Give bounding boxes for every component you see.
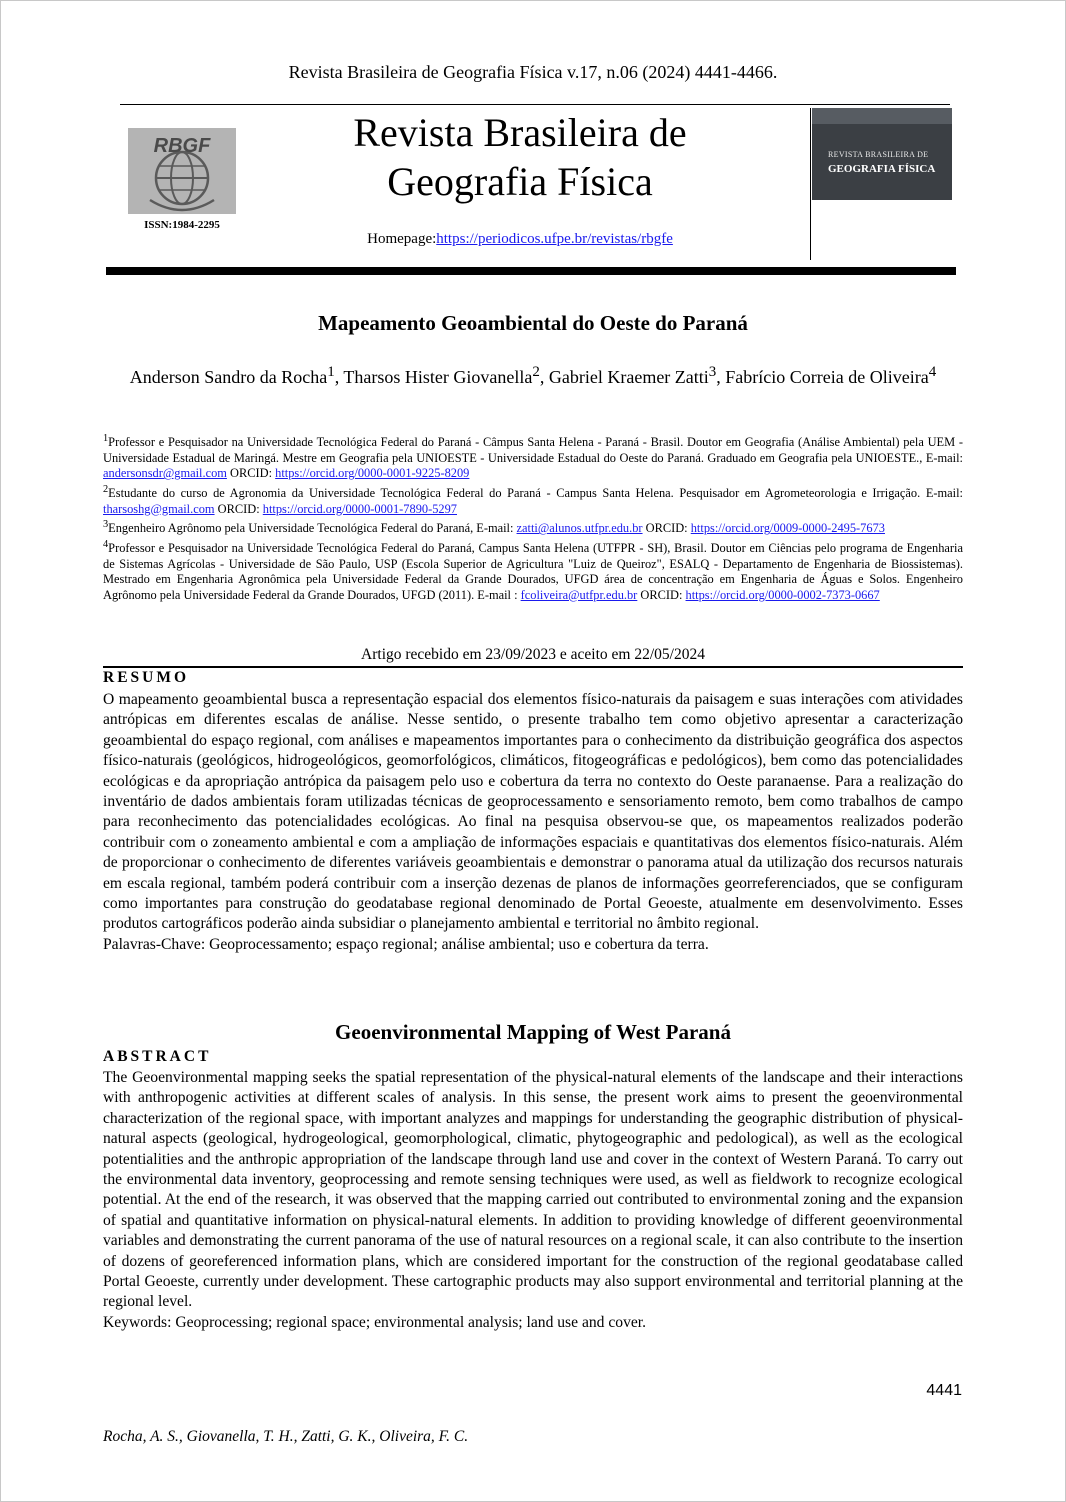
logo-text: RBGF [153, 135, 211, 157]
masthead-thick-rule [106, 267, 956, 275]
homepage-link[interactable]: https://periodicos.ufpe.br/revistas/rbgfe [436, 231, 673, 247]
author-list: Anderson Sandro da Rocha$^1$, Tharsos Hister Giovanella$^2$, Gabriel Kraemer Zatti$^3$, Fabrício Correia de Oliveira$^4$ [129, 364, 937, 387]
journal-title [300, 108, 740, 206]
affiliation-sup: 4 [103, 538, 109, 550]
orcid-link[interactable]: https://orcid.org/0009-0000-2495-7673 [690, 521, 885, 536]
orcid-label: ORCID: [642, 521, 691, 536]
author-sup: 3 [708, 364, 717, 380]
author-name: Fabrício Correia de Oliveira [725, 367, 929, 387]
running-header: Revista Brasileira de Geografia Física v.17, n.06 (2024) 4441-4466. [288, 62, 778, 82]
affiliation-text: Engenheiro Agrônomo pela Universidade Tecnológica Federal do Paraná, E-mail: [108, 521, 517, 536]
affiliation-text: Professor e Pesquisador na Universidade Tecnológica Federal do Paraná, Campus Santa Helena (UTFPR - SH), Brasil. Doutor em Ciências pelo programa de Engenharia de Sistemas Agrícolas - Universidade de São Paulo, USP (Escola Superior de Agricultura "Luiz de Queiroz", ESALQ - Departamento de Engenharia de Biossistemas). Mestrado em Engenharia Agronômica pela Universidade Federal da Grande Dourados, UFGD área de concentração em Engenharia de Águas e Solos. Engenheiro Agrônomo pela Universidade Federal da Grande Dourados, UFGD (2011). E-mail : [103, 541, 963, 602]
resumo-heading: RESUMO [103, 669, 190, 686]
rbgf-logo [128, 128, 236, 214]
author-name: Tharsos Hister Giovanella [343, 367, 533, 387]
author-sup: 2 [532, 364, 540, 380]
affiliations [103, 431, 963, 603]
homepage-label: Homepage: [367, 231, 437, 247]
affiliation-sup: 1 [103, 433, 109, 444]
affiliation-1 [103, 431, 963, 482]
journal-title-line1: Revista Brasileira de [353, 110, 687, 155]
abstract-heading: ABSTRACT [103, 1048, 212, 1065]
cover-subtitle: REVISTA BRASILEIRA DE [828, 150, 929, 159]
resumo-paragraph: O mapeamento geoambiental busca a representação espacial dos elementos físico-naturais da paisagem e suas interações com atividades antrópicas em diferentes escalas de análise. Nesse sentido, o presente trabalho tem como objetivo apresentar a caracterização geoambiental do espaço regional, com análises e mapeamentos importantes para o conhecimento da distribuição geográfica dos aspectos físico-naturais (geológicos, hidrogeológicos, geomorfológicos, climáticos, fitogeográficas e pedológicos), bem como das potencialidades ecológicas e da apropriação antrópica da paisagem pelo uso e cobertura da terra no contexto do Oeste paranaense. Para a realização do inventário de dados ambientais foram utilizadas técnicas de geoprocessamento e sensoriamento remoto, bem como trabalhos de campo para reconhecimento das potencialidades ecológicas. Ao final na pesquisa observou-se que, os mapeamentos realizados poderão contribuir com o zoneamento ambiental e com a ampliação de informações espaciais e quantitativas dos elementos físico-naturais. Além de proporcionar o conhecimento de diferentes variáveis geoambientais e demonstrar o panorama atual da utilização dos recursos naturais em escala regional, também poderá contribuir com a inserção dezenas de planos de informações georreferenciados, que se configuram como importantes para construção do geodatabase regional denominado de Portal Geoeste, atualmente em desenvolvimento. Esses produtos cartográficos poderão ainda subsidiar o planejamento ambiental e territorial no âmbito regional. [103, 691, 963, 933]
orcid-link[interactable]: https://orcid.org/0000-0001-7890-5297 [262, 501, 457, 516]
english-title: Geoenvironmental Mapping of West Paraná [335, 1020, 731, 1044]
author-sup: 1 [327, 364, 335, 380]
received-date: Artigo recebido em 23/09/2023 e aceito em 22/05/2024 [361, 646, 705, 663]
cover-title: GEOGRAFIA FÍSICA [828, 163, 936, 175]
affiliation-text: Estudante do curso de Agronomia da Universidade Tecnológica Federal do Paraná - Campus Santa Helena. Pesquisador em Agrometeorologia e Irrigação. E-mail: [108, 486, 963, 501]
article-title: Mapeamento Geoambiental do Oeste do Paraná [318, 311, 748, 335]
resumo-section [103, 690, 963, 955]
header-rule [120, 104, 950, 105]
abstract-paragraph: The Geoenvironmental mapping seeks the spatial representation of the physical-natural elements of the landscape and their interactions with anthropogenic activities at different scales of analysis. In this sense, the present work aims to present the geoenvironmental characterization of the regional space, with important analyzes and mappings for understanding the geographic distribution of physical-natural aspects (geological, hydrogeological, geomorphological, climatic, phytogeographic and pedological), as well as the ecological potentialities and the anthropic appropriation of the landscape through land use and cover in the context of Western Paraná. To carry out the environmental data inventory, geoprocessing and remote sensing techniques were used, as well as fieldwork to recognize ecological potential. At the end of the research, it was observed that the mapping carried out contributed to environmental zoning and the expansion of spatial and quantitative information on physical-natural elements. In addition to providing knowledge of different geoenvironmental variables and demonstrating the current panorama of the use of natural resources on a regional scale, it can also contribute to the insertion of dozens of georeferenced information plans, which are considered important for the construction of the regional geodatabase called Portal Geoeste, currently under development. These cartographic products may also support environmental and territorial planning at the regional level. [103, 1069, 963, 1311]
orcid-link[interactable]: https://orcid.org/0000-0002-7373-0667 [685, 587, 880, 602]
orcid-label: ORCID: [214, 501, 263, 516]
email-link[interactable]: fcoliveira@utfpr.edu.br [520, 587, 638, 602]
homepage-line [300, 231, 740, 248]
author-sup: 4 [928, 364, 937, 380]
affiliation-2 [103, 482, 963, 517]
author-name: Gabriel Kraemer Zatti [548, 367, 709, 387]
affiliation-sup: 2 [103, 483, 109, 495]
resumo-keywords: Palavras-Chave: Geoprocessamento; espaço regional; análise ambiental; uso e cobertura da terra. [103, 935, 709, 953]
orcid-label: ORCID: [637, 587, 686, 602]
abstract-keywords: Keywords: Geoprocessing; regional space; environmental analysis; land use and cover. [103, 1313, 647, 1331]
journal-title-line2: Geografia Física [387, 159, 653, 204]
resumo-rule [103, 666, 963, 668]
email-link[interactable]: andersonsdr@gmail.com [103, 466, 227, 481]
masthead-divider [810, 108, 811, 260]
email-link[interactable]: tharsoshg@gmail.com [103, 501, 215, 516]
affiliation-text: Professor e Pesquisador na Universidade Tecnológica Federal do Paraná - Câmpus Santa Helena - Paraná - Brasil. Doutor em Geografia (Análise Ambiental) pela UEM - Universidade Estadual de Maringá. Mestre em Geografia pela UNIOESTE - Universidade Estadual do Oeste do Paraná. Graduado em Geografia pela UNIOESTE., E-mail: [103, 435, 963, 465]
issn: ISSN:1984-2295 [144, 219, 220, 231]
affiliation-4 [103, 537, 963, 604]
email-link[interactable]: zatti@alunos.utfpr.edu.br [516, 521, 643, 536]
cover-stripe [812, 108, 952, 124]
abstract-section [103, 1068, 963, 1333]
author-name: Anderson Sandro da Rocha [129, 367, 328, 387]
journal-cover-thumbnail [812, 108, 952, 200]
globe-logo-icon [128, 128, 236, 214]
orcid-label: ORCID: [226, 466, 276, 481]
footer-citation: Rocha, A. S., Giovanella, T. H., Zatti, G. K., Oliveira, F. C. [103, 1428, 469, 1445]
affiliation-sup: 3 [103, 519, 109, 531]
orcid-link[interactable]: https://orcid.org/0000-0001-9225-8209 [275, 466, 470, 481]
affiliation-3 [103, 517, 963, 537]
page-number: 4441 [926, 1382, 962, 1399]
